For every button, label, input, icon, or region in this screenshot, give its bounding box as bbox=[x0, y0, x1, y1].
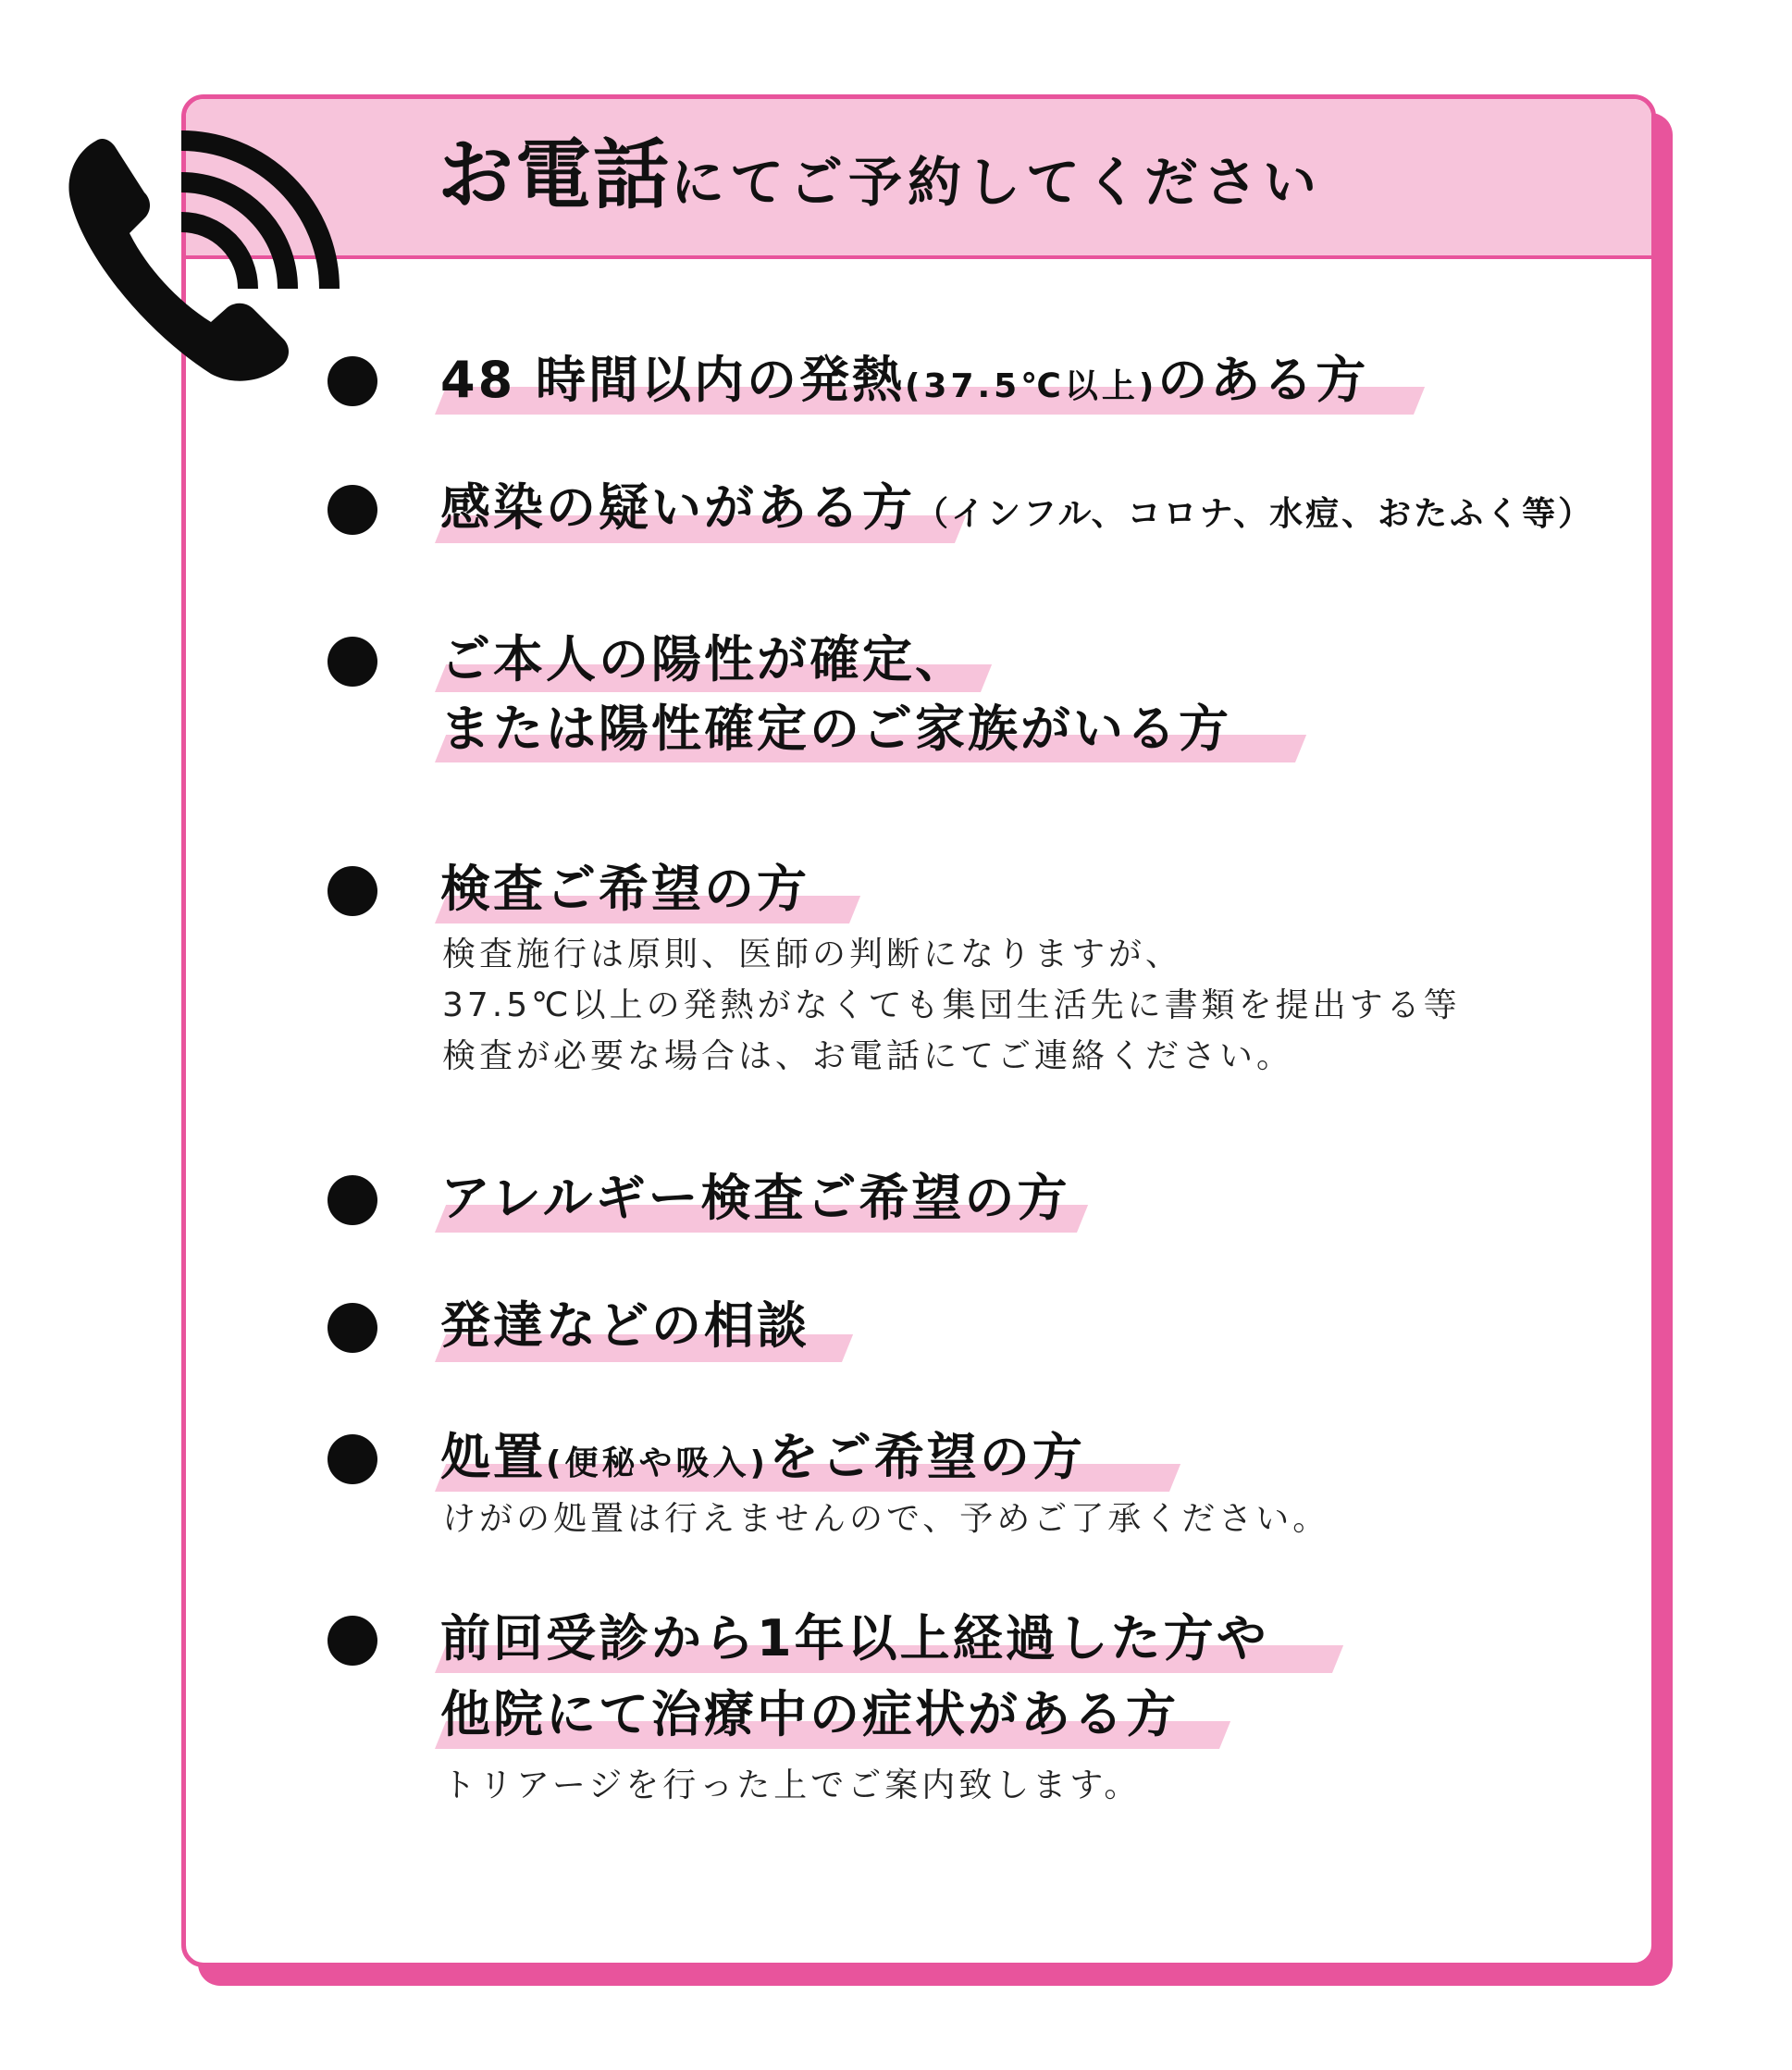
item-note: 37.5℃以上の発熱がなくても集団生活先に書類を提出する等 bbox=[442, 986, 1461, 1024]
bullet-icon bbox=[328, 485, 377, 535]
handset bbox=[68, 139, 289, 381]
bullet-icon bbox=[328, 866, 377, 916]
header-title-sub: にてご予約してください bbox=[671, 151, 1323, 214]
item-title-line-1: 前回受診から1年以上経過した方や bbox=[440, 1609, 1269, 1667]
phone-icon bbox=[56, 104, 342, 390]
header-title-main: お電話 bbox=[438, 131, 672, 219]
item-title: 発達などの相談 bbox=[440, 1296, 809, 1355]
item-title: アレルギー検査ご希望の方 bbox=[440, 1169, 1070, 1227]
item-title-line-2: または陽性確定のご家族がいる方 bbox=[440, 700, 1231, 758]
item-note: トリアージを行った上でご案内致します。 bbox=[442, 1766, 1142, 1804]
item-title: 検査ご希望の方 bbox=[440, 860, 809, 918]
bullet-icon bbox=[328, 1303, 377, 1353]
item-note: 検査施行は原則、医師の判断になりますが、 bbox=[442, 936, 1183, 973]
bullet-icon bbox=[328, 356, 377, 406]
signal-wave-inner bbox=[181, 222, 248, 289]
bullet-icon bbox=[328, 637, 377, 687]
header-title bbox=[438, 131, 1323, 219]
bullet-icon bbox=[328, 1616, 377, 1666]
item-title-line-1: ご本人の陽性が確定、 bbox=[440, 630, 968, 688]
item-title: 感染の疑いがある方（インフル、コロナ、水痘、おたふく等） bbox=[440, 478, 1595, 537]
item-title-line-2: 他院にて治療中の症状がある方 bbox=[440, 1685, 1179, 1743]
card-header bbox=[186, 99, 1651, 259]
bullet-icon bbox=[328, 1175, 377, 1225]
item-note: けがの処置は行えませんので、予めご了承ください。 bbox=[442, 1500, 1330, 1538]
item-title: 処置(便秘や吸入)をご希望の方 bbox=[440, 1428, 1085, 1486]
item-note: 検査が必要な場合は、お電話にてご連絡ください。 bbox=[442, 1037, 1294, 1075]
item-title: 48 時間以内の発熱(37.5℃以上)のある方 bbox=[440, 351, 1369, 409]
bullet-icon bbox=[328, 1434, 377, 1484]
